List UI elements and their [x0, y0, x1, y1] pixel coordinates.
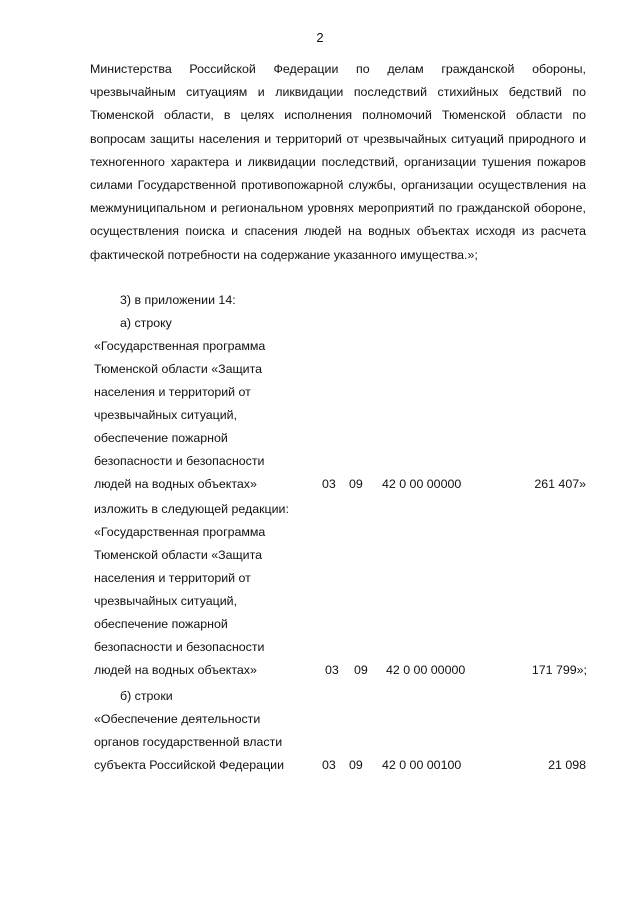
row-text-line: чрезвычайных ситуаций,	[94, 408, 238, 422]
section-code: 03	[322, 477, 336, 491]
subsection-code: 09	[354, 663, 368, 677]
amount-value: 21 098	[548, 758, 586, 772]
row-text-line: субъекта Российской Федерации	[94, 758, 285, 772]
section-code: 03	[325, 663, 339, 677]
target-article-code: 42 0 00 00100	[382, 758, 462, 772]
edit-phrase: изложить в следующей редакции:	[94, 502, 289, 516]
section-code: 03	[322, 758, 336, 772]
item-a-heading: а) строку	[120, 316, 172, 330]
target-article-code: 42 0 00 00000	[382, 477, 462, 491]
body-paragraph: Министерства Российской Федерации по делам гражданской обороны, чрезвычайным ситуациям и ликвидации последствий стихийных бедствий по Тюменской области, в целях исполнения полномочий Тюменской области по вопросам защиты населения и территорий от чрезвычайных ситуаций природного и техногенного характера и ликвидации последствий, организации тушения пожаров силами Государственной противопожарной службы, организации осуществления на межмуниципальном и региональном уровнях мероприятий по гражданской обороне, осуществления поиска и спасения людей на водных объектах исходя из расчета фактической потребности на содержание указанного имущества.»;	[90, 62, 586, 262]
row-text-line: «Государственная программа	[94, 525, 266, 539]
row-text-line: обеспечение пожарной	[94, 617, 228, 631]
row-text-line: Тюменской области «Защита	[94, 362, 263, 376]
row-text-line: людей на водных объектах»	[94, 663, 257, 677]
page-number: 2	[316, 30, 324, 45]
row-text-line: «Обеспечение деятельности	[94, 712, 261, 726]
row-text-line: людей на водных объектах»	[94, 477, 257, 491]
item-b-heading: б) строки	[120, 689, 173, 703]
row-text-line: населения и территорий от	[94, 385, 251, 399]
row-text-line: органов государственной власти	[94, 735, 283, 749]
target-article-code: 42 0 00 00000	[386, 663, 466, 677]
row-text-line: безопасности и безопасности	[94, 454, 265, 468]
row-text-line: обеспечение пожарной	[94, 431, 228, 445]
row-text-line: Тюменской области «Защита	[94, 548, 263, 562]
subsection-code: 09	[349, 758, 363, 772]
row-text-line: безопасности и безопасности	[94, 640, 265, 654]
amount-value: 261 407»	[534, 477, 586, 491]
amount-value: 171 799»;	[531, 663, 587, 677]
subsection-code: 09	[349, 477, 363, 491]
row-text-line: чрезвычайных ситуаций,	[94, 594, 238, 608]
row-text-line: населения и территорий от	[94, 571, 251, 585]
item-3-heading: 3) в приложении 14:	[120, 293, 236, 307]
row-text-line: «Государственная программа	[94, 339, 266, 353]
